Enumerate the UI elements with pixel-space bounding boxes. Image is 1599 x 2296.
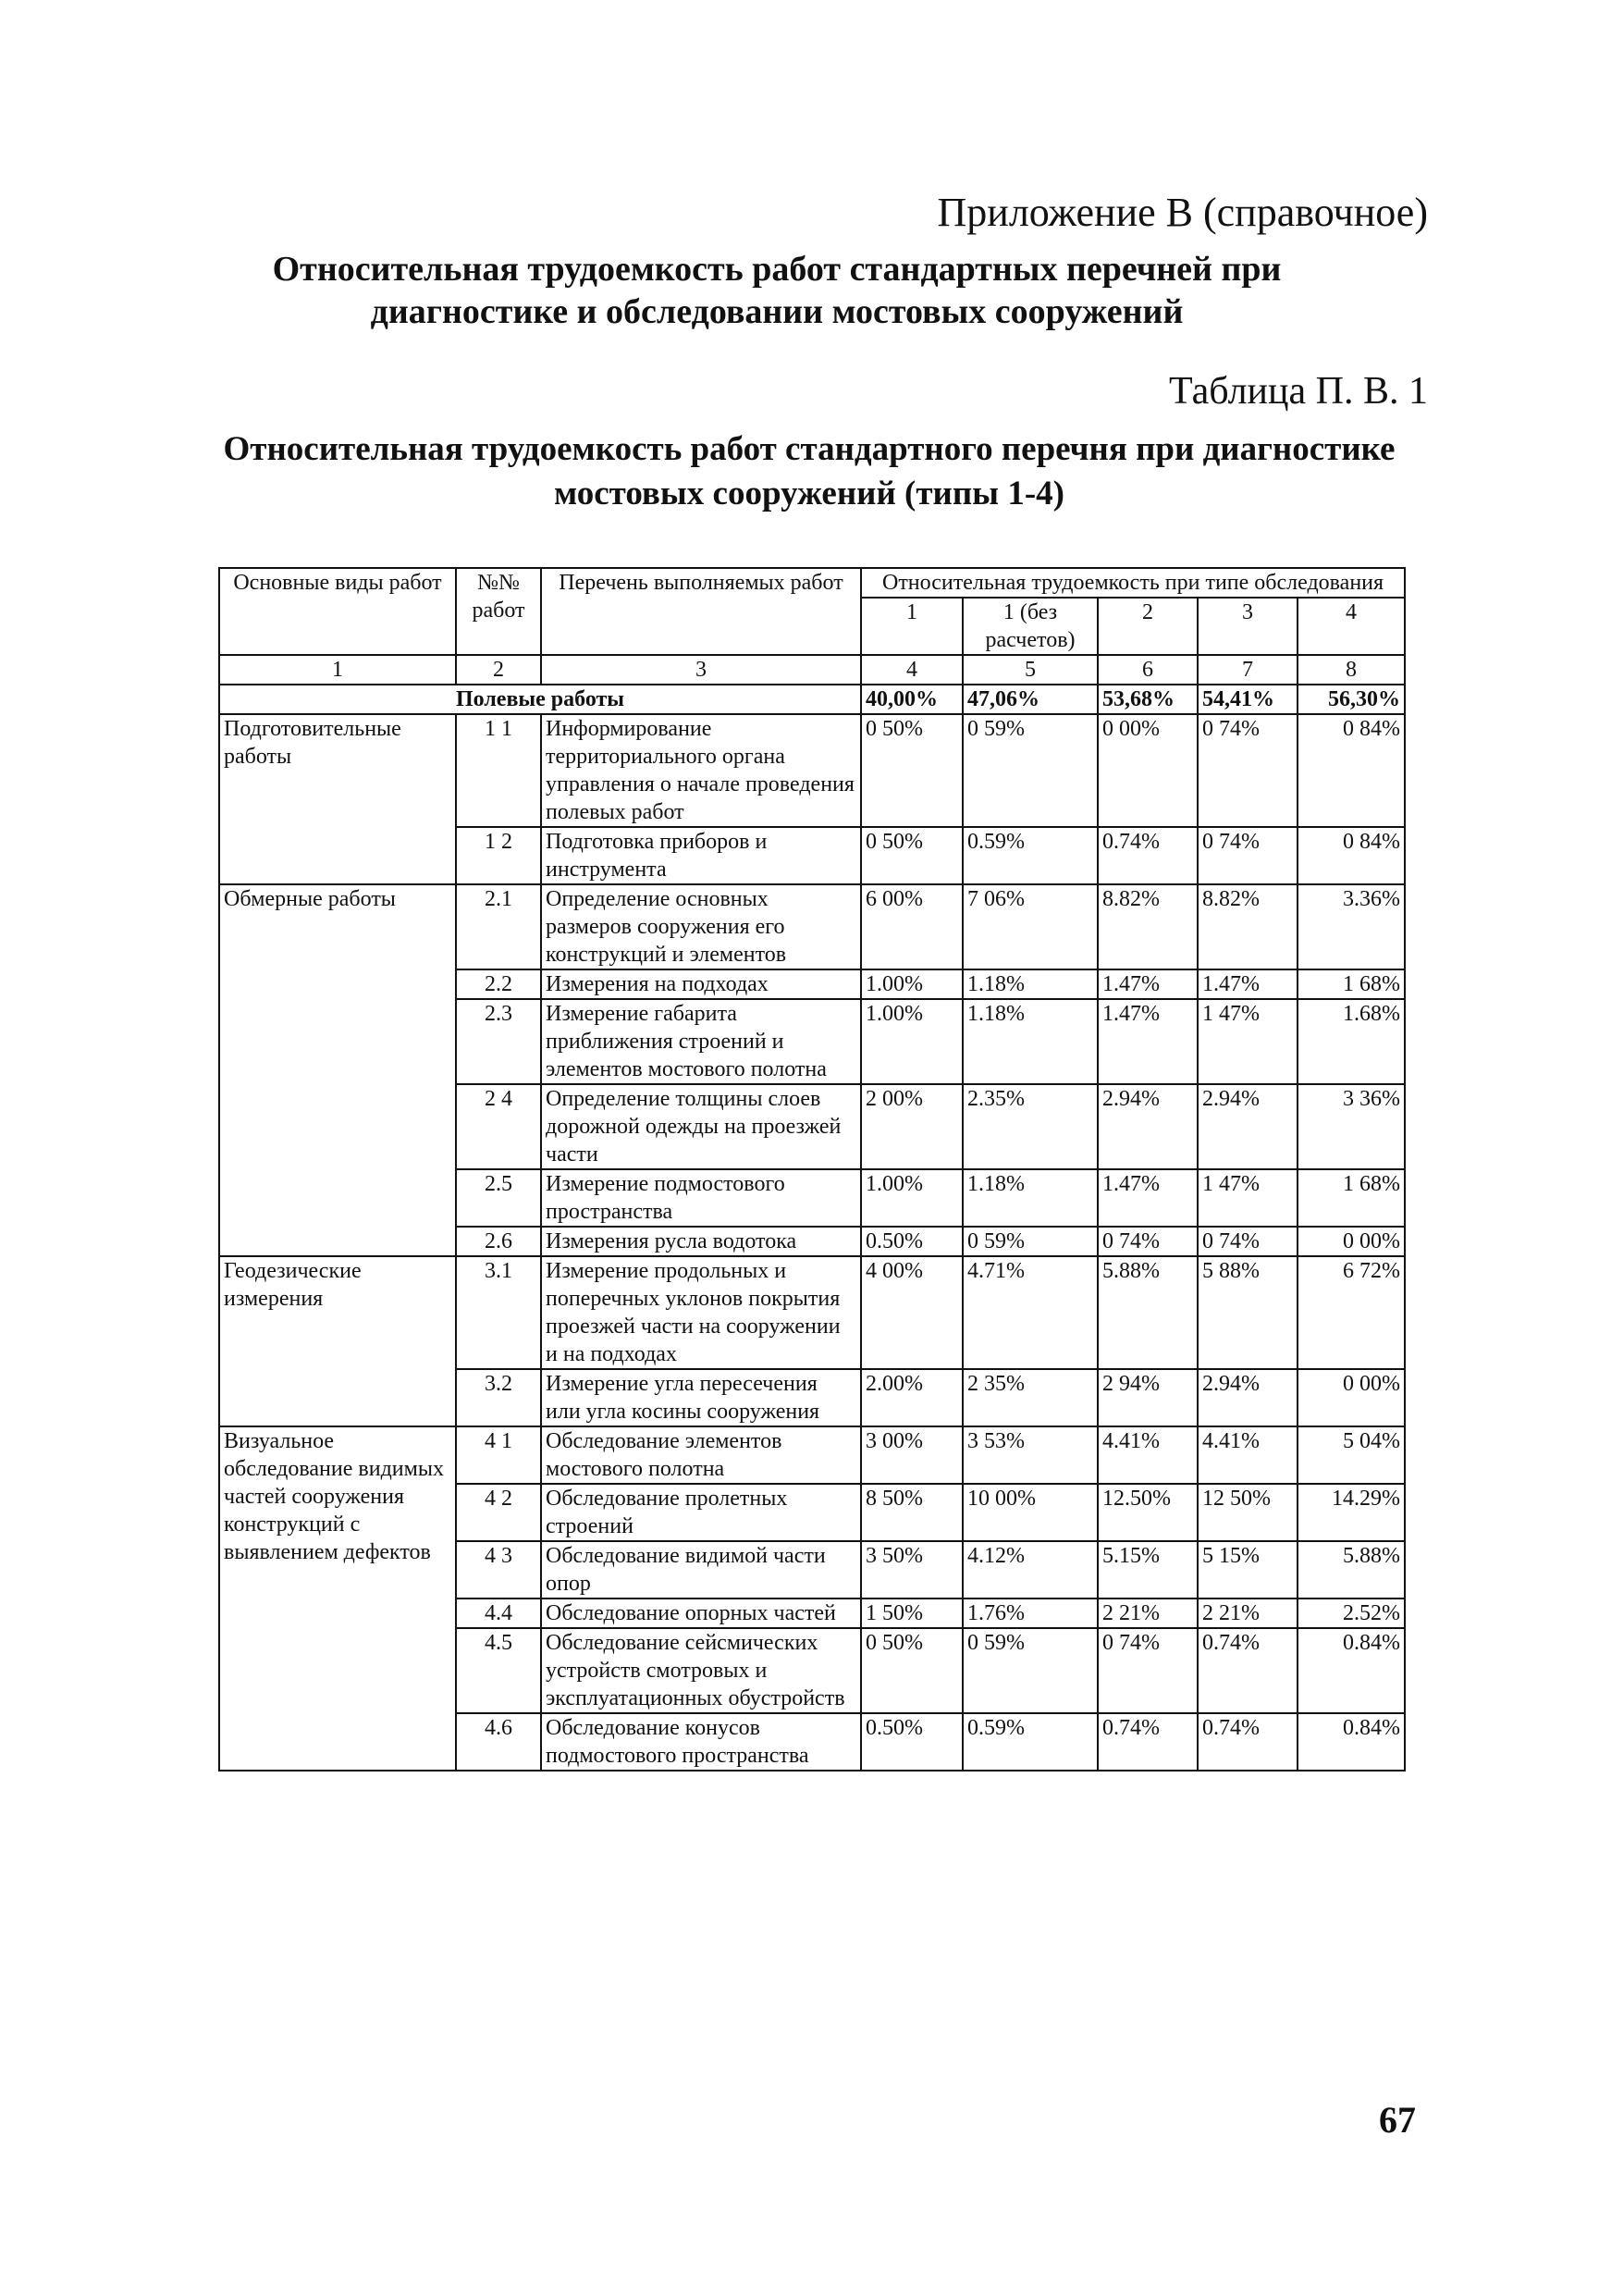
labor-value: 4.12% — [963, 1541, 1098, 1599]
labor-value: 4.71% — [963, 1256, 1098, 1369]
header-type: 2 — [1098, 598, 1198, 655]
labor-value: 1.00% — [861, 999, 963, 1084]
work-description: Обследование конусов подмостового пространства — [541, 1713, 861, 1771]
labor-value: 0.74% — [1098, 1713, 1198, 1771]
labor-value: 5 15% — [1198, 1541, 1298, 1599]
labor-value: 2.00% — [861, 1369, 963, 1426]
labor-value: 2 94% — [1098, 1369, 1198, 1426]
work-description: Измерения на подходах — [541, 969, 861, 999]
labor-value: 0 74% — [1198, 827, 1298, 884]
header-type: 1 (без расчетов) — [963, 598, 1098, 655]
column-number: 1 — [219, 655, 456, 685]
work-description: Обследование пролетных строений — [541, 1484, 861, 1541]
labor-value: 0 50% — [861, 1628, 963, 1713]
labor-value: 0 74% — [1198, 714, 1298, 827]
labor-value: 2.94% — [1198, 1084, 1298, 1169]
table-row — [219, 714, 1405, 827]
table-body — [219, 685, 1405, 1771]
labor-value: 8 50% — [861, 1484, 963, 1541]
header-labor: Относительная трудоемкость при типе обследования — [861, 568, 1405, 598]
labor-value: 12.50% — [1098, 1484, 1198, 1541]
labor-value: 0 00% — [1098, 714, 1198, 827]
labor-value: 2 21% — [1198, 1599, 1298, 1628]
section-value: 47,06% — [963, 685, 1098, 714]
work-number: 1 2 — [456, 827, 541, 884]
labor-value: 5 88% — [1198, 1256, 1298, 1369]
work-description: Подготовка приборов и инструмента — [541, 827, 861, 884]
labor-value: 0.74% — [1198, 1628, 1298, 1713]
labor-value: 0.74% — [1198, 1713, 1298, 1771]
labor-value: 6 72% — [1298, 1256, 1405, 1369]
labor-value: 5.88% — [1298, 1541, 1405, 1599]
labor-value: 1.68% — [1298, 999, 1405, 1084]
labor-value: 1.47% — [1198, 969, 1298, 999]
labor-value: 3 00% — [861, 1426, 963, 1484]
labor-value: 1 47% — [1198, 999, 1298, 1084]
labor-value: 0 84% — [1298, 827, 1405, 884]
labor-value: 3 50% — [861, 1541, 963, 1599]
labor-value: 2.35% — [963, 1084, 1098, 1169]
work-number: 2.1 — [456, 884, 541, 969]
header-type: 4 — [1298, 598, 1405, 655]
labor-value: 2.94% — [1198, 1369, 1298, 1426]
labor-value: 1.18% — [963, 999, 1098, 1084]
work-number: 2.6 — [456, 1227, 541, 1256]
section-value: 54,41% — [1198, 685, 1298, 714]
work-description: Обследование опорных частей — [541, 1599, 861, 1628]
labor-value: 0 59% — [963, 1628, 1098, 1713]
table-row — [219, 884, 1405, 969]
column-number: 4 — [861, 655, 963, 685]
labor-value: 0.50% — [861, 1227, 963, 1256]
column-number: 6 — [1098, 655, 1198, 685]
labor-value: 2 35% — [963, 1369, 1098, 1426]
work-description: Определение толщины слоев дорожной одежды на проезжей части — [541, 1084, 861, 1169]
labor-value: 0.74% — [1098, 827, 1198, 884]
header-main-types: Основные виды работ — [219, 568, 456, 655]
page-number: 67 — [1379, 2099, 1416, 2141]
labor-value: 1.18% — [963, 1169, 1098, 1227]
work-number: 1 1 — [456, 714, 541, 827]
labor-value: 2 21% — [1098, 1599, 1198, 1628]
labor-value: 1 68% — [1298, 969, 1405, 999]
table-title-line-1: Относительная трудоемкость работ стандартного перечня при диагностике — [223, 430, 1396, 468]
section-value: 40,00% — [861, 685, 963, 714]
work-description: Определение основных размеров сооружения его конструкций и элементов — [541, 884, 861, 969]
work-description: Измерение угла пересечения или угла косины сооружения — [541, 1369, 861, 1426]
labor-value: 10 00% — [963, 1484, 1098, 1541]
labor-value: 0.84% — [1298, 1713, 1405, 1771]
work-number: 4.4 — [456, 1599, 541, 1628]
labor-value: 0.59% — [963, 827, 1098, 884]
labor-value: 1 50% — [861, 1599, 963, 1628]
work-description: Обследование элементов мостового полотна — [541, 1426, 861, 1484]
labor-value: 0 74% — [1098, 1227, 1198, 1256]
work-number: 3.1 — [456, 1256, 541, 1369]
work-number: 4 3 — [456, 1541, 541, 1599]
work-number: 2.2 — [456, 969, 541, 999]
work-description: Информирование территориального органа управления о начале проведения полевых работ — [541, 714, 861, 827]
table-title — [203, 427, 1415, 516]
labor-value: 5 04% — [1298, 1426, 1405, 1484]
section-row — [219, 685, 1405, 714]
labor-value: 0 50% — [861, 827, 963, 884]
labor-value: 0 84% — [1298, 714, 1405, 827]
labor-value: 0 74% — [1098, 1628, 1198, 1713]
labor-value: 0 50% — [861, 714, 963, 827]
document-title-line-2: диагностике и обследовании мостовых сооружений — [370, 292, 1184, 331]
appendix-label: Приложение В (справочное) — [937, 190, 1428, 235]
labor-table — [218, 567, 1406, 1771]
labor-value: 0.84% — [1298, 1628, 1405, 1713]
labor-value: 14.29% — [1298, 1484, 1405, 1541]
labor-value: 0.50% — [861, 1713, 963, 1771]
column-number: 5 — [963, 655, 1098, 685]
labor-value: 1 68% — [1298, 1169, 1405, 1227]
labor-value: 3 53% — [963, 1426, 1098, 1484]
labor-value: 5.15% — [1098, 1541, 1198, 1599]
work-number: 4 2 — [456, 1484, 541, 1541]
labor-value: 3 36% — [1298, 1084, 1405, 1169]
labor-value: 1.47% — [1098, 999, 1198, 1084]
header-type: 1 — [861, 598, 963, 655]
labor-value: 1.00% — [861, 1169, 963, 1227]
labor-value: 1 47% — [1198, 1169, 1298, 1227]
work-description: Измерения русла водотока — [541, 1227, 861, 1256]
labor-value: 0 00% — [1298, 1369, 1405, 1426]
document-title — [222, 248, 1332, 333]
work-number: 3.2 — [456, 1369, 541, 1426]
column-number: 7 — [1198, 655, 1298, 685]
labor-value: 1.00% — [861, 969, 963, 999]
section-label: Полевые работы — [219, 685, 861, 714]
labor-value: 12 50% — [1198, 1484, 1298, 1541]
work-description: Обследование видимой части опор — [541, 1541, 861, 1599]
labor-value: 4 00% — [861, 1256, 963, 1369]
labor-value: 1.76% — [963, 1599, 1098, 1628]
labor-value: 2.94% — [1098, 1084, 1198, 1169]
labor-value: 1.47% — [1098, 969, 1198, 999]
header-work-no: №№ работ — [456, 568, 541, 655]
table-title-line-2: мостовых сооружений (типы 1-4) — [554, 475, 1064, 512]
labor-value: 0 74% — [1198, 1227, 1298, 1256]
work-number: 4.5 — [456, 1628, 541, 1713]
labor-value: 2.52% — [1298, 1599, 1405, 1628]
labor-value: 4.41% — [1098, 1426, 1198, 1484]
document-title-line-1: Относительная трудоемкость работ стандартных перечней при — [272, 250, 1282, 289]
work-number: 2.3 — [456, 999, 541, 1084]
labor-value: 8.82% — [1098, 884, 1198, 969]
labor-value: 1.47% — [1098, 1169, 1198, 1227]
column-number: 8 — [1298, 655, 1405, 685]
labor-value: 0 59% — [963, 714, 1098, 827]
work-number: 2.5 — [456, 1169, 541, 1227]
work-group-name: Обмерные работы — [219, 884, 456, 1256]
labor-value: 6 00% — [861, 884, 963, 969]
labor-value: 2 00% — [861, 1084, 963, 1169]
labor-value: 4.41% — [1198, 1426, 1298, 1484]
section-value: 56,30% — [1298, 685, 1405, 714]
labor-value: 0.59% — [963, 1713, 1098, 1771]
labor-value: 1.18% — [963, 969, 1098, 999]
work-group-name: Подготовительные работы — [219, 714, 456, 884]
work-number: 4 1 — [456, 1426, 541, 1484]
labor-value: 0 59% — [963, 1227, 1098, 1256]
labor-value: 7 06% — [963, 884, 1098, 969]
work-description: Измерение продольных и поперечных уклонов покрытия проезжей части на сооружении и на подходах — [541, 1256, 861, 1369]
labor-value: 3.36% — [1298, 884, 1405, 969]
labor-value: 0 00% — [1298, 1227, 1405, 1256]
header-work-list: Перечень выполняемых работ — [541, 568, 861, 655]
work-number: 2 4 — [456, 1084, 541, 1169]
column-number: 3 — [541, 655, 861, 685]
work-description: Измерение подмостового пространства — [541, 1169, 861, 1227]
work-group-name: Визуальное обследование видимых частей сооружения конструкций с выявлением дефектов — [219, 1426, 456, 1771]
work-number: 4.6 — [456, 1713, 541, 1771]
labor-value: 5.88% — [1098, 1256, 1198, 1369]
table-row — [219, 1256, 1405, 1369]
header-type: 3 — [1198, 598, 1298, 655]
table-label: Таблица П. В. 1 — [1169, 370, 1428, 413]
work-description: Измерение габарита приближения строений и элементов мостового полотна — [541, 999, 861, 1084]
work-description: Обследование сейсмических устройств смотровых и эксплуатационных обустройств — [541, 1628, 861, 1713]
column-number: 2 — [456, 655, 541, 685]
labor-value: 8.82% — [1198, 884, 1298, 969]
section-value: 53,68% — [1098, 685, 1198, 714]
table-row — [219, 1426, 1405, 1484]
work-group-name: Геодезические измерения — [219, 1256, 456, 1426]
